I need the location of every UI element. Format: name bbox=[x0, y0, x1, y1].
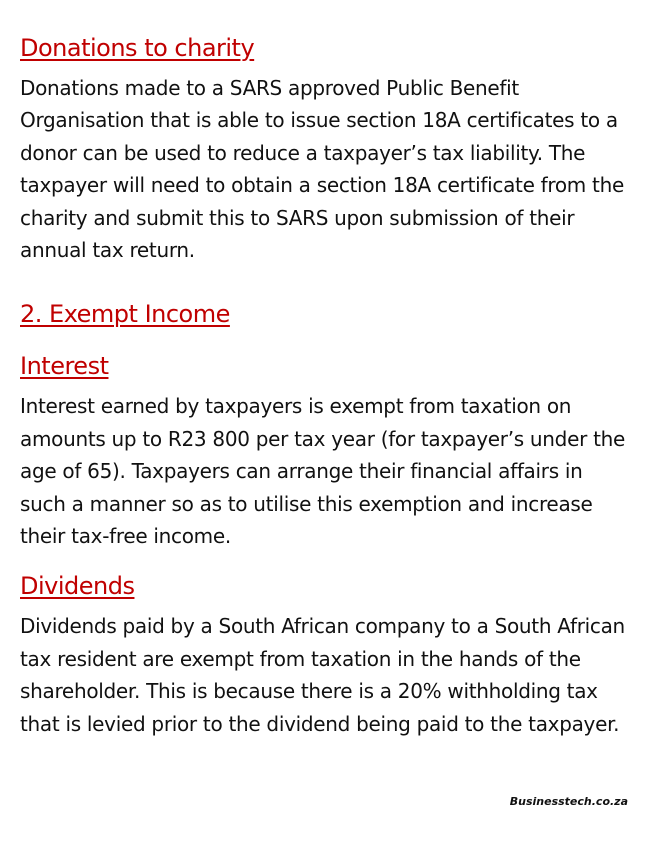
source-credit: Businesstech.co.za bbox=[509, 795, 628, 808]
section-heading-exempt-income: 2. Exempt Income bbox=[20, 300, 230, 329]
section-heading-interest: Interest bbox=[20, 352, 109, 381]
section-body-dividends: Dividends paid by a South African company to a South African tax resident are exempt from taxation in the hands of the shareholder. This is because there is a 20% withholding tax that is levied prior to the dividend being paid to the taxpayer. bbox=[20, 614, 625, 736]
section-body-interest: Interest earned by taxpayers is exempt from taxation on amounts up to R23 800 per tax year (for taxpayer’s under the age of 65). Taxpayers can arrange their financial affairs in such a manner so as to utilise this exemption and increase their tax-free income. bbox=[20, 394, 625, 549]
section-heading-donations: Donations to charity bbox=[20, 34, 255, 62]
section-body-donations: Donations made to a SARS approved Public Benefit Organisation that is able to issue section 18A certificates to a donor can be used to reduce a taxpayer’s tax liability. The taxpayer will need to obtain a section 18A certificate from the charity and submit this to SARS upon submission of their annual tax return. bbox=[20, 76, 624, 263]
article-content bbox=[20, 30, 630, 740]
section-heading-dividends: Dividends bbox=[20, 572, 135, 601]
